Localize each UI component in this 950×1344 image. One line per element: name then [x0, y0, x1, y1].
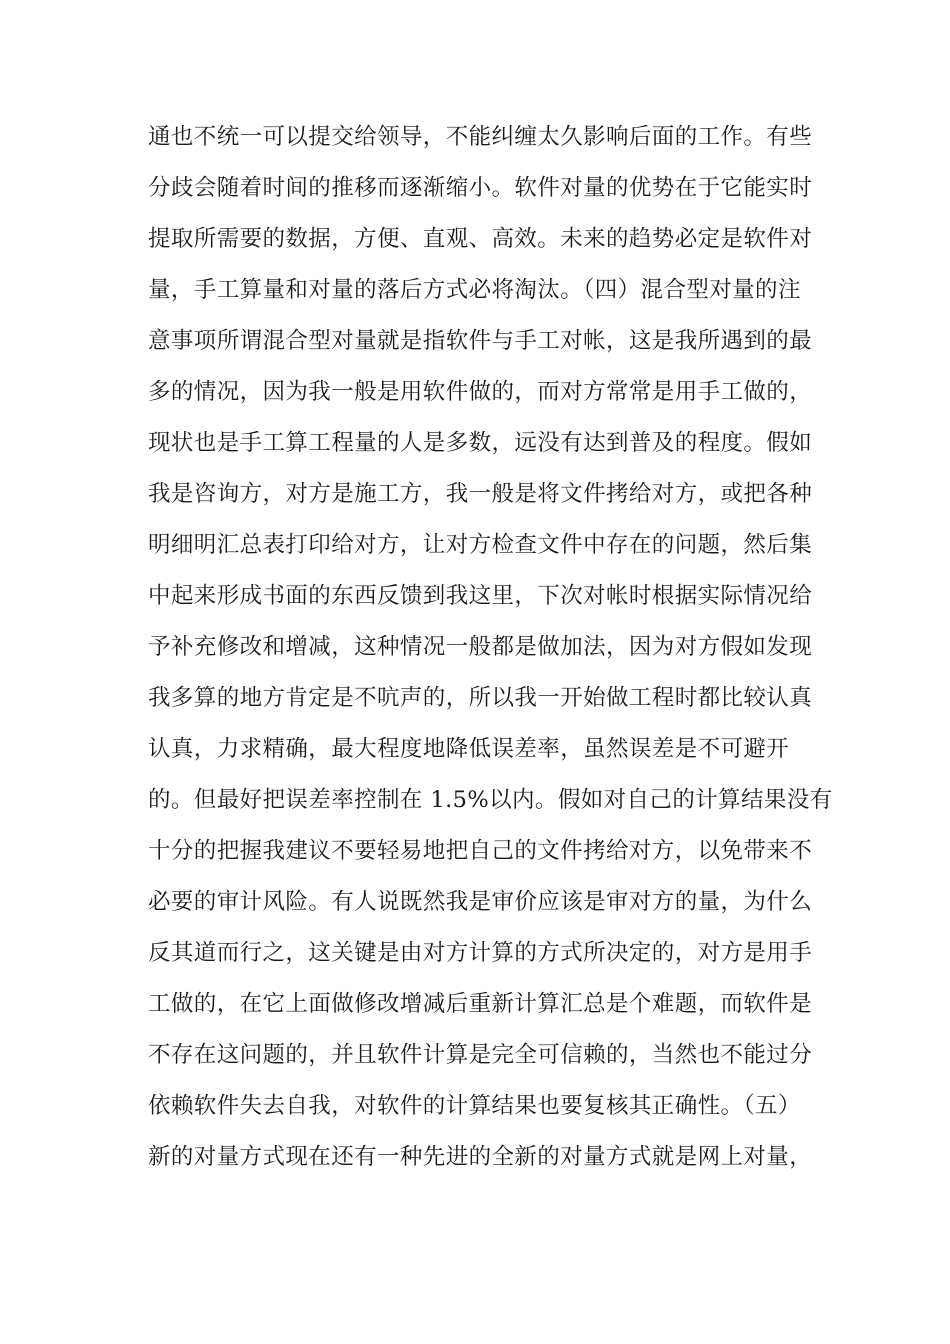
text-line: 我多算的地方肯定是不吭声的，所以我一开始做工程时都比较认真 — [148, 685, 813, 711]
text-line: 现状也是手工算工程量的人是多数，远没有达到普及的程度。假如 — [148, 430, 813, 456]
text-line: 不存在这问题的，并且软件计算是完全可信赖的，当然也不能过分 — [148, 1042, 813, 1068]
text-line: 意事项所谓混合型对量就是指软件与手工对帐，这是我所遇到的最 — [148, 328, 813, 354]
body-text — [148, 117, 833, 1188]
text-line: 新的对量方式现在还有一种先进的全新的对量方式就是网上对量， — [148, 1144, 813, 1170]
text-line: 认真，力求精确，最大程度地降低误差率，虽然误差是不可避开 — [148, 736, 790, 762]
text-line: 必要的审计风险。有人说既然我是审价应该是审对方的量，为什么 — [148, 889, 813, 915]
text-line: 工做的，在它上面做修改增减后重新计算汇总是个难题，而软件是 — [148, 991, 813, 1017]
text-line: 通也不统一可以提交给领导，不能纠缠太久影响后面的工作。有些 — [148, 124, 813, 150]
text-line: 我是咨询方，对方是施工方，我一般是将文件拷给对方，或把各种 — [148, 481, 813, 507]
text-line: 的。但最好把误差率控制在 1.5%以内。假如对自己的计算结果没有 — [148, 787, 833, 813]
text-line: 反其道而行之，这关键是由对方计算的方式所决定的，对方是用手 — [148, 940, 813, 966]
text-line: 多的情况，因为我一般是用软件做的，而对方常常是用手工做的， — [148, 379, 813, 405]
text-line: 提取所需要的数据，方便、直观、高效。未来的趋势必定是软件对 — [148, 226, 813, 252]
text-line: 中起来形成书面的东西反馈到我这里，下次对帐时根据实际情况给 — [148, 583, 813, 609]
text-line: 十分的把握我建议不要轻易地把自己的文件拷给对方，以免带来不 — [148, 838, 813, 864]
text-line: 明细明汇总表打印给对方，让对方检查文件中存在的问题，然后集 — [148, 532, 813, 558]
text-line: 依赖软件失去自我，对软件的计算结果也要复核其正确性。（五） — [148, 1093, 801, 1119]
text-line: 量，手工算量和对量的落后方式必将淘汰。（四）混合型对量的注 — [148, 277, 801, 303]
text-line: 分歧会随着时间的推移而逐渐缩小。软件对量的优势在于它能实时 — [148, 175, 813, 201]
text-line: 予补充修改和增减，这种情况一般都是做加法，因为对方假如发现 — [148, 634, 813, 660]
